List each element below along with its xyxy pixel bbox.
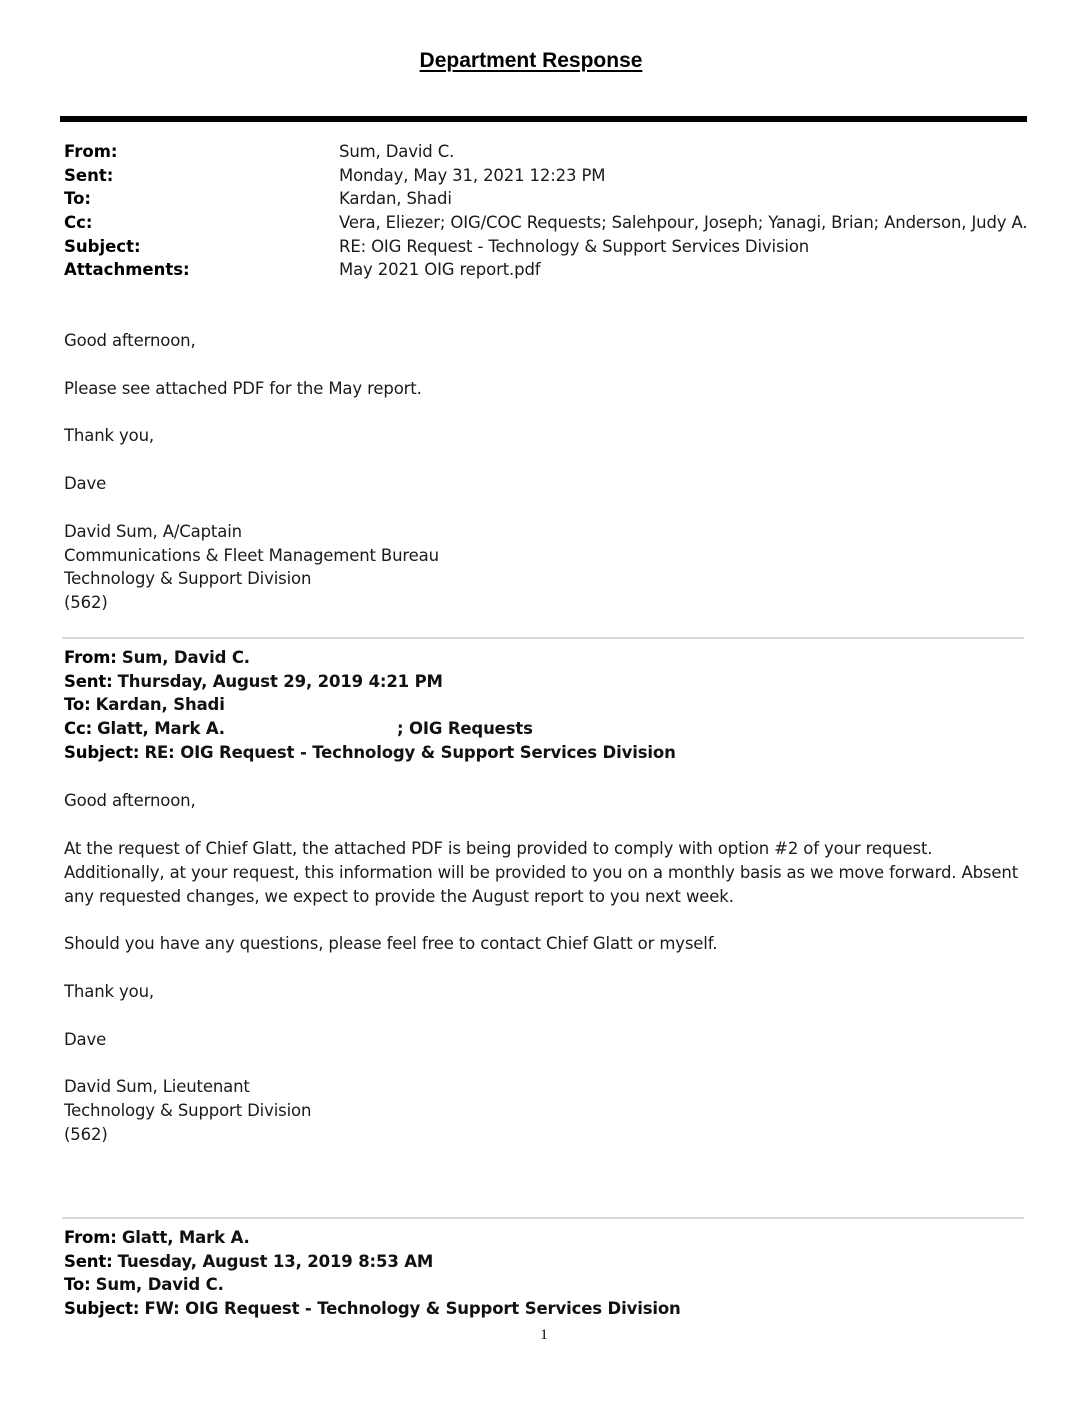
email-divider: [62, 637, 1024, 639]
subject-value: RE: OIG Request - Technology & Support Services Division: [144, 742, 676, 762]
email1-to-row: [64, 187, 1027, 211]
attachment-link[interactable]: May 2021 OIG report.pdf: [339, 260, 541, 280]
email2-subject-row: [64, 741, 676, 765]
page-number: 1: [540, 1327, 548, 1343]
to-value: Kardan, Shadi: [95, 695, 225, 715]
to-value: Sum, David C.: [95, 1275, 224, 1295]
email1-signature-line: (562): [64, 593, 108, 612]
email1-from-row: [64, 140, 1027, 164]
email1-subject-row: [64, 235, 1027, 259]
email2-to-row: [64, 693, 676, 717]
sent-label: Sent:: [64, 671, 113, 691]
cc-label: Cc:: [64, 213, 93, 233]
email1-name: Dave: [64, 474, 107, 493]
to-label: To:: [64, 695, 91, 715]
email1-signature-line: David Sum, A/Captain: [64, 522, 242, 541]
subject-value: RE: OIG Request - Technology & Support Services Division: [339, 236, 810, 256]
email2-paragraph: Should you have any questions, please feel free to contact Chief Glatt or myself.: [64, 934, 718, 953]
email2-closing: Thank you,: [64, 982, 154, 1001]
from-value: Sum, David C.: [121, 648, 250, 667]
email2-name: Dave: [64, 1030, 107, 1049]
from-value: Sum, David C.: [339, 142, 455, 161]
email3-header: [64, 1226, 681, 1321]
to-value: Kardan, Shadi: [339, 189, 452, 209]
email1-signature-line: Communications & Fleet Management Bureau: [64, 546, 439, 565]
from-label: From:: [64, 142, 118, 161]
subject-label: Subject:: [64, 742, 140, 762]
subject-label: Subject:: [64, 236, 141, 256]
email2-from-row: [64, 646, 676, 670]
email2-paragraph: At the request of Chief Glatt, the attached PDF is being provided to comply with option #2 of your request. Additionally, at your request, this information will be provided to you on a monthly basis as we move forward. Absent any requested changes, we expect to provide the August report to you next week.: [64, 839, 1019, 906]
email1-closing: Thank you,: [64, 426, 154, 445]
email2-sent-row: [64, 670, 676, 694]
subject-value: FW: OIG Request - Technology & Support Services Division: [144, 1299, 681, 1319]
email1-greeting: Good afternoon,: [64, 331, 196, 350]
attachments-label: Attachments:: [64, 260, 190, 280]
email2-signature-line: David Sum, Lieutenant: [64, 1077, 250, 1096]
from-label: From:: [64, 1228, 117, 1247]
sent-value: Monday, May 31, 2021 12:23 PM: [339, 165, 606, 185]
subject-label: Subject:: [64, 1299, 140, 1319]
to-label: To:: [64, 1275, 91, 1295]
cc-value: Glatt, Mark A.: [97, 719, 225, 739]
email2-signature-line: (562): [64, 1125, 108, 1144]
sent-label: Sent:: [64, 1251, 113, 1271]
cc-value: Vera, Eliezer; OIG/COC Requests; Salehpour, Joseph; Yanagi, Brian; Anderson, Judy A.: [339, 213, 1028, 233]
email2-signature-line: Technology & Support Division: [64, 1101, 312, 1120]
sent-value: Tuesday, August 13, 2019 8:53 AM: [117, 1251, 434, 1271]
email1-attachments-row: [64, 258, 1027, 282]
cc-label: Cc:: [64, 719, 93, 739]
email1-message: Please see attached PDF for the May report.: [64, 379, 422, 398]
email3-sent-row: [64, 1250, 681, 1274]
sent-value: Thursday, August 29, 2019 4:21 PM: [117, 671, 443, 691]
email1-cc-row: [64, 211, 1027, 235]
sent-label: Sent:: [64, 165, 114, 185]
page-title: Department Response: [419, 49, 643, 72]
email1-sent-row: [64, 164, 1027, 188]
email2-greeting: Good afternoon,: [64, 791, 196, 810]
email1-signature-line: Technology & Support Division: [64, 569, 312, 588]
email1-header: [64, 140, 1027, 282]
to-label: To:: [64, 189, 91, 209]
from-value: Glatt, Mark A.: [121, 1228, 250, 1247]
cc-value-continued: ; OIG Requests: [396, 719, 533, 739]
email3-to-row: [64, 1273, 681, 1297]
email3-subject-row: [64, 1297, 681, 1321]
from-label: From:: [64, 648, 117, 667]
title-rule: [60, 116, 1027, 122]
email3-from-row: [64, 1226, 681, 1250]
email2-cc-row: [64, 717, 676, 741]
email2-header: [64, 646, 676, 764]
email-divider: [62, 1217, 1024, 1219]
